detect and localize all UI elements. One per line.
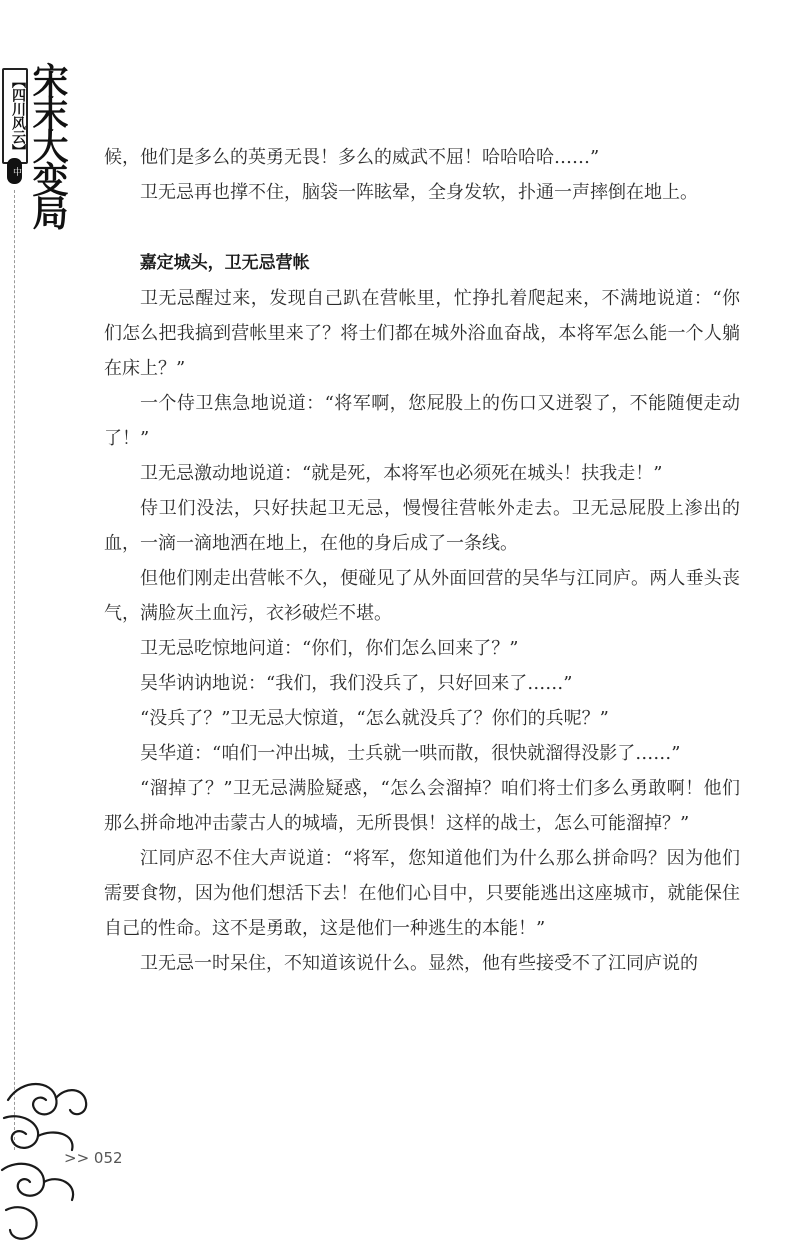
paragraph: 吴华道：“咱们一冲出城，士兵就一哄而散，很快就溜得没影了……” xyxy=(140,743,681,764)
paragraph: 卫无忌醒过来，发现自己趴在营帐里，忙挣扎着爬起来，不满地说道：“你们怎么把我搞到营帐里来了？将士们都在城外浴血奋战，本将军怎么能一个人躺在床上？” xyxy=(104,288,740,379)
paragraph: 卫无忌吃惊地问道：“你们，你们怎么回来了？” xyxy=(140,638,519,659)
paragraph: 吴华讷讷地说：“我们，我们没兵了，只好回来了……” xyxy=(140,673,573,694)
paragraph: “没兵了？”卫无忌大惊道，“怎么就没兵了？你们的兵呢？” xyxy=(140,708,609,729)
paragraph: 卫无忌激动地说道：“就是死，本将军也必须死在城头！扶我走！” xyxy=(140,463,663,484)
paragraph: 卫无忌一时呆住，不知道该说什么。显然，他有些接受不了江同庐说的 xyxy=(140,953,698,974)
page-number: >> 052 xyxy=(64,1149,123,1167)
paragraph: 卫无忌再也撑不住，脑袋一阵眩晕，全身发软，扑通一声摔倒在地上。 xyxy=(140,182,698,203)
paragraph: 江同庐忍不住大声说道：“将军，您知道他们为什么那么拼命吗？因为他们需要食物，因为他们想活下去！在他们心目中，只要能逃出这座城市，就能保住自己的性命。这不是勇敢，这是他们一种逃生的本能！” xyxy=(104,848,740,939)
series-label: 【四川风云】 xyxy=(2,68,28,164)
page-body xyxy=(104,140,740,981)
paragraph: 侍卫们没法，只好扶起卫无忌，慢慢往营帐外走去。卫无忌屁股上渗出的血，一滴一滴地洒在地上，在他的身后成了一条线。 xyxy=(104,498,740,554)
seal-stamp: 中 xyxy=(7,158,22,184)
margin-dashed-rule xyxy=(14,190,15,1150)
paragraph: 一个侍卫焦急地说道：“将军啊，您屁股上的伤口又迸裂了，不能随便走动了！” xyxy=(104,393,740,449)
paragraph: 候，他们是多么的英勇无畏！多么的威武不屈！哈哈哈哈……” xyxy=(104,147,600,168)
paragraph: 但他们刚走出营帐不久，便碰见了从外面回营的吴华与江同庐。两人垂头丧气，满脸灰土血污，衣衫破烂不堪。 xyxy=(104,568,740,624)
paragraph: “溜掉了？”卫无忌满脸疑惑，“怎么会溜掉？咱们将士们多么勇敢啊！他们那么拼命地冲击蒙古人的城墙，无所畏惧！这样的战士，怎么可能溜掉？” xyxy=(104,778,740,834)
section-heading: 嘉定城头，卫无忌营帐 xyxy=(139,253,310,273)
book-title: 宋末大变局 xyxy=(27,62,69,227)
